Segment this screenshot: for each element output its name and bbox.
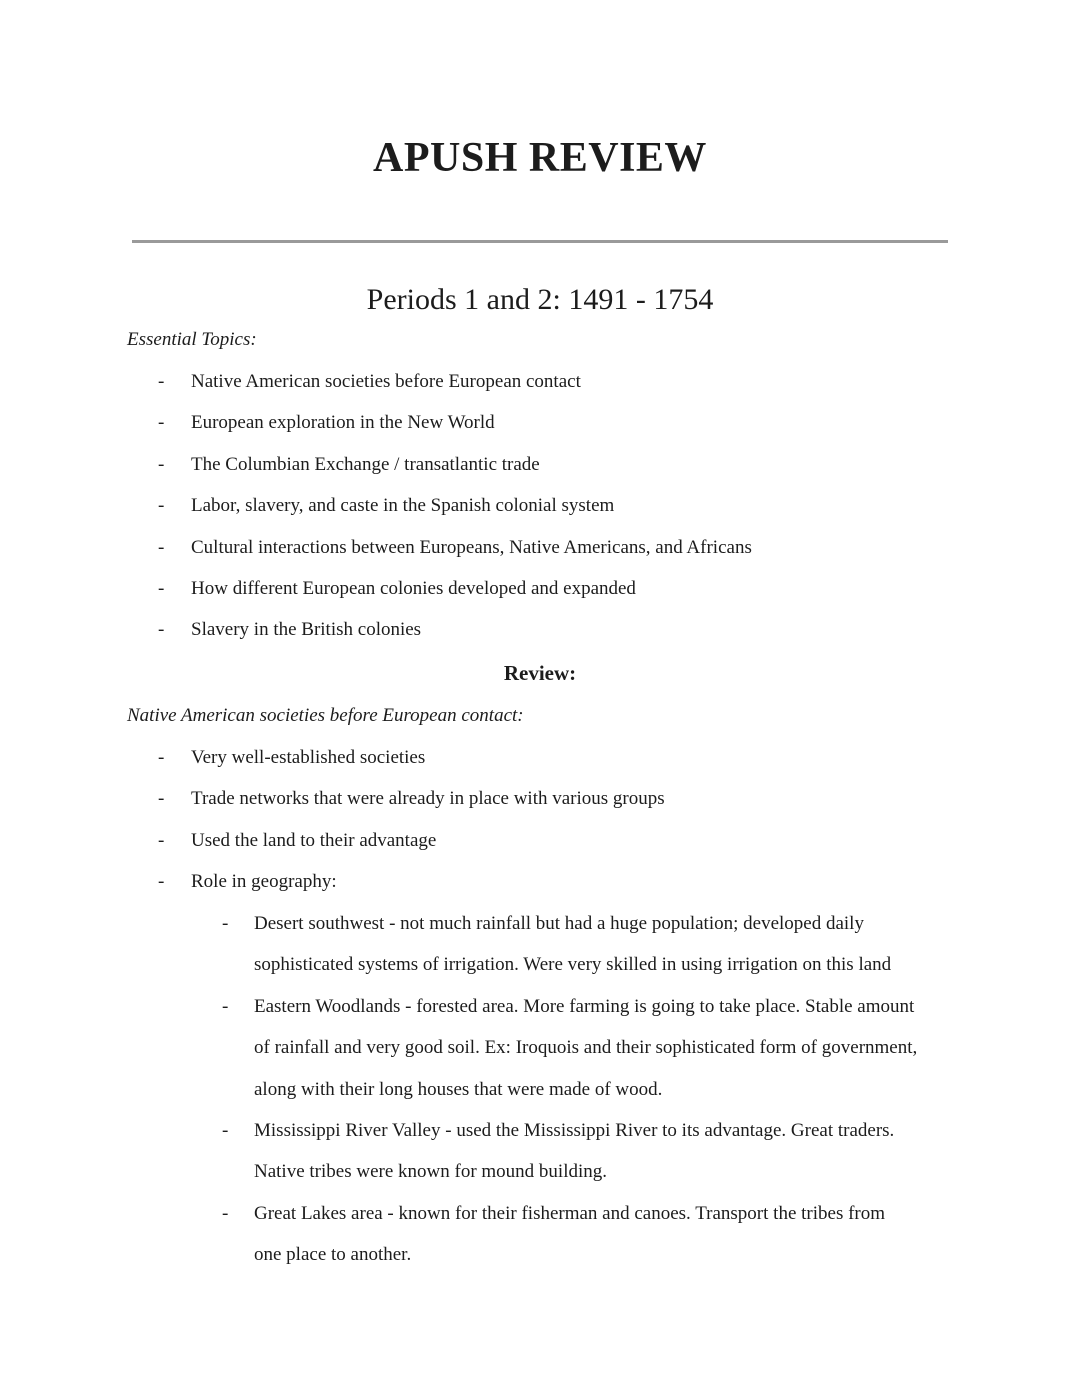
list-item <box>128 861 948 902</box>
list-item-line: one place to another. <box>254 1244 412 1266</box>
list-item-text: European exploration in the New World <box>191 412 495 434</box>
list-item-line: along with their long houses that were made of wood. <box>254 1078 663 1100</box>
bullet-dash: - <box>158 788 165 810</box>
list-item <box>128 444 948 485</box>
bullet-dash: - <box>158 747 165 768</box>
list-item <box>192 903 952 986</box>
bullet-dash: - <box>158 619 165 641</box>
list-item-line: sophisticated systems of irrigation. Were very skilled in using irrigation on this land <box>254 954 892 976</box>
horizontal-rule <box>132 240 948 243</box>
native-societies-label: Native American societies before European contact: <box>127 705 524 726</box>
list-item-text: How different European colonies developed and expanded <box>191 578 636 600</box>
list-item-line: Eastern Woodlands - forested area. More farming is going to take place. Stable amount <box>254 995 915 1017</box>
bullet-dash: - <box>158 412 165 434</box>
list-item-line: Native tribes were known for mound building. <box>254 1161 608 1183</box>
list-item <box>192 986 952 1110</box>
bullet-dash: - <box>158 578 165 600</box>
list-item-text: Cultural interactions between Europeans, Native Americans, and Africans <box>191 536 752 558</box>
list-item-line: Mississippi River Valley - used the Mississippi River to its advantage. Great traders. <box>254 1120 895 1142</box>
bullet-dash: - <box>222 913 229 934</box>
section-subtitle: Periods 1 and 2: 1491 - 1754 <box>366 283 714 316</box>
essential-topics-label: Essential Topics: <box>127 329 257 350</box>
list-item <box>128 820 948 861</box>
bullet-dash: - <box>222 995 229 1017</box>
list-item-text: The Columbian Exchange / transatlantic trade <box>191 453 540 475</box>
native-societies-list <box>128 737 948 903</box>
list-item-text: Used the land to their advantage <box>191 829 437 851</box>
list-item-text: Trade networks that were already in place with various groups <box>191 788 665 810</box>
list-item <box>192 1193 952 1276</box>
list-item <box>128 361 948 402</box>
bullet-dash: - <box>158 453 165 475</box>
list-item-text: Labor, slavery, and caste in the Spanish colonial system <box>191 495 615 517</box>
list-item <box>128 402 948 443</box>
bullet-dash: - <box>158 495 165 517</box>
list-item <box>192 1110 952 1193</box>
bullet-dash: - <box>158 371 165 392</box>
list-item-line: of rainfall and very good soil. Ex: Iroquois and their sophisticated form of government, <box>254 1037 918 1059</box>
list-item <box>128 568 948 609</box>
list-item-text: Role in geography: <box>191 871 337 893</box>
list-item <box>128 527 948 568</box>
list-item <box>128 609 948 650</box>
list-item-text: Slavery in the British colonies <box>191 619 422 641</box>
bullet-dash: - <box>158 536 165 558</box>
bullet-dash: - <box>222 1202 229 1224</box>
list-item <box>128 485 948 526</box>
bullet-dash: - <box>158 829 165 851</box>
review-heading: Review: <box>503 661 577 685</box>
list-item <box>128 778 948 819</box>
list-item-text: Very well-established societies <box>191 747 426 768</box>
list-item <box>128 737 948 778</box>
list-item-line: Desert southwest - not much rainfall but had a huge population; developed daily <box>254 913 864 934</box>
geography-sublist <box>192 903 952 1276</box>
list-item-text: Native American societies before European contact <box>191 371 581 392</box>
bullet-dash: - <box>158 871 165 893</box>
document-title: APUSH REVIEW <box>373 135 707 181</box>
list-item-line: Great Lakes area - known for their fisherman and canoes. Transport the tribes from <box>254 1202 886 1224</box>
bullet-dash: - <box>222 1120 229 1142</box>
essential-topics-list <box>128 361 948 651</box>
